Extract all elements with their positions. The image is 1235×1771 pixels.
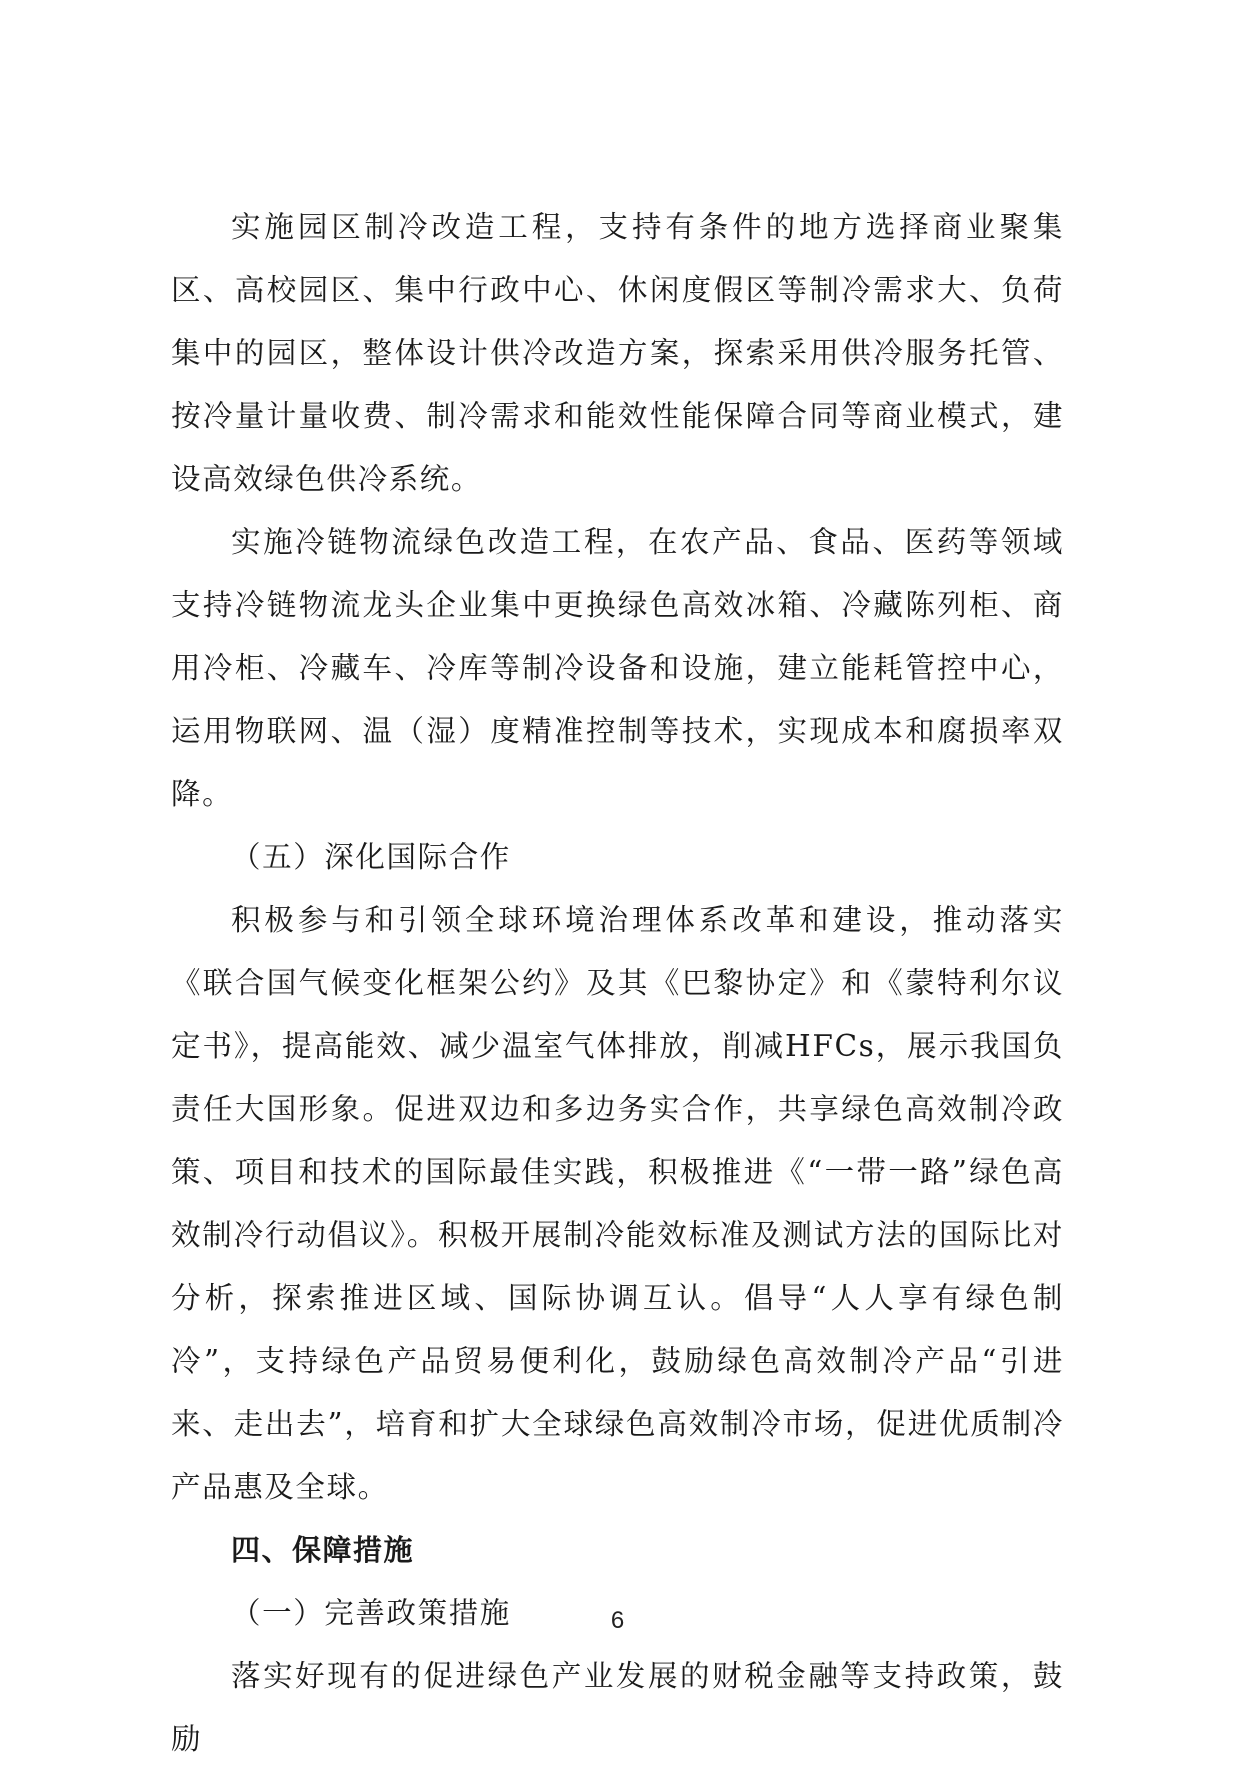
section-heading-safeguards: 四、保障措施 xyxy=(231,1533,415,1567)
subheading-policy-measures: （一）完善政策措施 xyxy=(231,1596,511,1630)
page-body xyxy=(171,196,1064,1771)
paragraph-policy-measures: 落实好现有的促进绿色产业发展的财税金融等支持政策，鼓励 xyxy=(171,1659,1064,1756)
paragraph-park-cooling: 实施园区制冷改造工程，支持有条件的地方选择商业聚集区、高校园区、集中行政中心、休闲度假区等制冷需求大、负荷集中的园区，整体设计供冷改造方案，探索采用供冷服务托管、按冷量计量收费、制冷需求和能效性能保障合同等商业模式，建设高效绿色供冷系统。 xyxy=(171,210,1064,496)
paragraph-international-cooperation: 积极参与和引领全球环境治理体系改革和建设，推动落实《联合国气候变化框架公约》及其《巴黎协定》和《蒙特利尔议定书》，提高能效、减少温室气体排放，削减HFCs，展示我国负责任大国形象。促进双边和多边务实合作，共享绿色高效制冷政策、项目和技术的国际最佳实践，积极推进《“一带一路”绿色高效制冷行动倡议》。积极开展制冷能效标准及测试方法的国际比对分析，探索推进区域、国际协调互认。倡导“人人享有绿色制冷”，支持绿色产品贸易便利化，鼓励绿色高效制冷产品“引进来、走出去”，培育和扩大全球绿色高效制冷市场，促进优质制冷产品惠及全球。 xyxy=(171,903,1064,1504)
page-number: 6 xyxy=(610,1607,625,1634)
subheading-international-cooperation: （五）深化国际合作 xyxy=(231,840,511,874)
paragraph-cold-chain: 实施冷链物流绿色改造工程，在农产品、食品、医药等领域支持冷链物流龙头企业集中更换绿色高效冰箱、冷藏陈列柜、商用冷柜、冷藏车、冷库等制冷设备和设施，建立能耗管控中心，运用物联网、温（湿）度精准控制等技术，实现成本和腐损率双降。 xyxy=(171,525,1064,811)
